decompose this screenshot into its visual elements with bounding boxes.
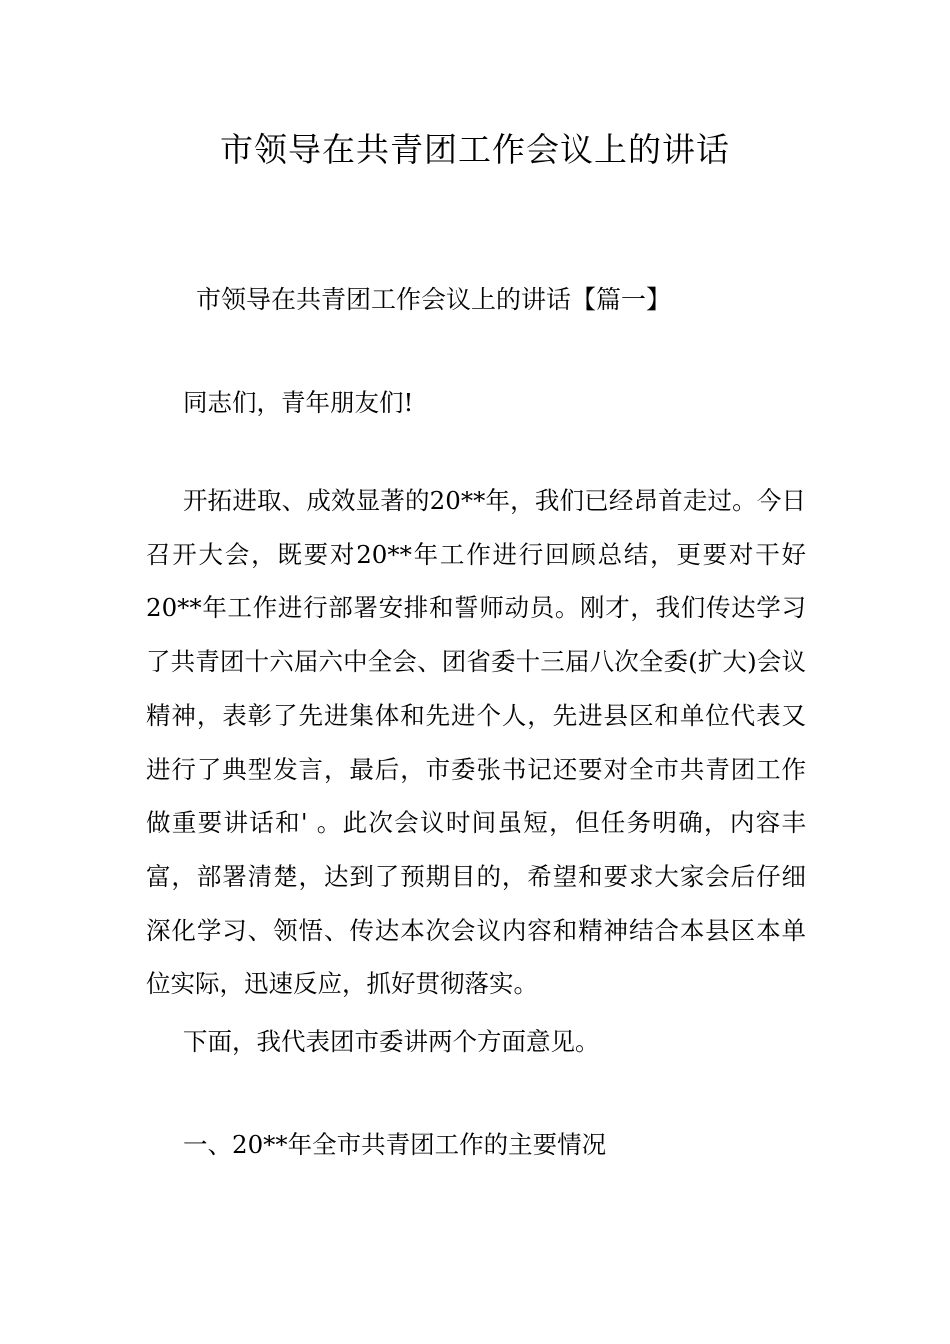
paragraph-body: 开拓进取、成效显著的20**年，我们已经昂首走过。今日召开大会，既要对20**年工作进行回顾总结，更要对干好20**年工作进行部署安排和誓师动员。刚才，我们传达学习了共青团十六届六中全会、团省委十三届八次全委(扩大)会议精神，表彰了先进集体和先进个人，先进县区和单位代表又进行了典型发言，最后，市委张书记还要对全市共青团工作做重要讲话和' 。此次会议时间虽短，但任务明确，内容丰富，部署清楚，达到了预期目的，希望和要求大家会后仔细深化学习、领悟、传达本次会议内容和精神结合本县区本单位实际，迅速反应，抓好贯彻落实。 bbox=[146, 486, 806, 999]
paragraph-greeting: 同志们，青年朋友们! bbox=[183, 388, 414, 417]
document-subtitle: 市领导在共青团工作会议上的讲话【篇一】 bbox=[196, 285, 672, 314]
paragraph-intro: 下面，我代表团市委讲两个方面意见。 bbox=[183, 1027, 600, 1056]
section-heading: 一、20**年全市共青团工作的主要情况 bbox=[183, 1130, 607, 1159]
document-title: 市领导在共青团工作会议上的讲话 bbox=[220, 130, 730, 169]
